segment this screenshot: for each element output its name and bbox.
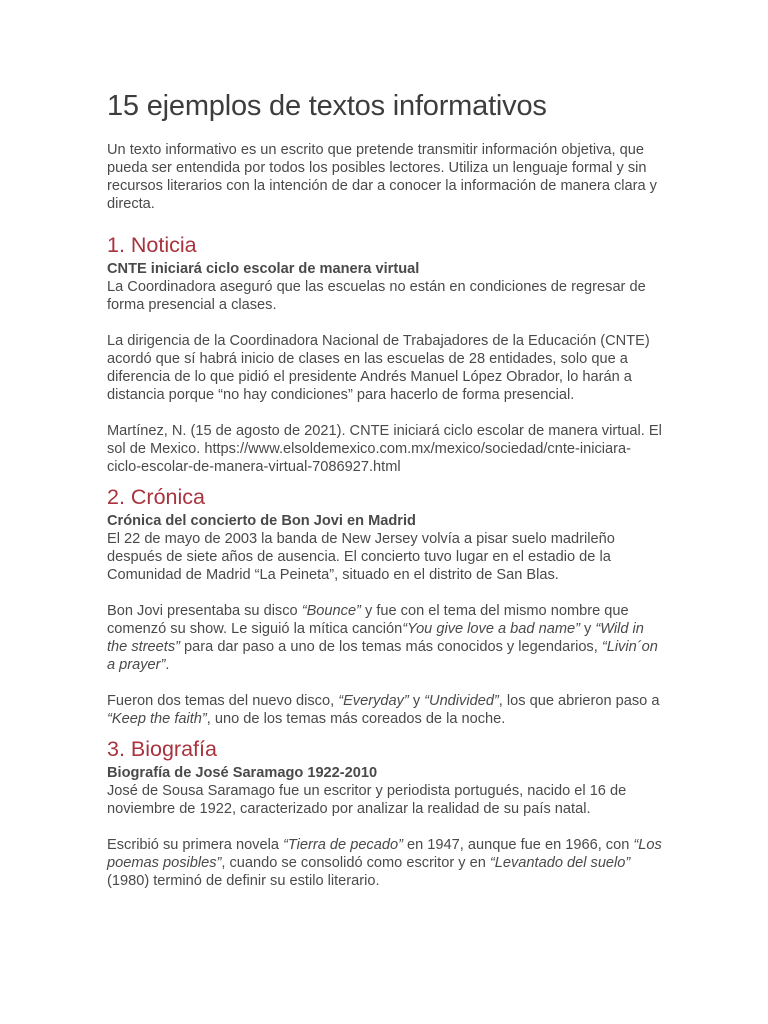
paragraph: José de Sousa Saramago fue un escritor y periodista portugués, nacido el 16 de noviembre de 1922, caracterizado por analizar la realidad de su país natal. [107, 783, 627, 817]
intro-paragraph: Un texto informativo es un escrito que pretende transmitir información objetiva, que pueda ser entendida por todos los posibles lectores. Utiliza un lenguaje formal y sin recursos literarios con la intención de dar a conocer la información de manera clara y directa. [107, 142, 657, 212]
song-title: “You give love a bad name” [402, 621, 580, 637]
section-biografia [107, 734, 663, 890]
section-cronica [107, 482, 663, 728]
song-title: “Everyday” [338, 693, 409, 709]
section-heading: 3. Biografía [107, 737, 217, 761]
text-run: y [579, 621, 596, 637]
song-title: “Bounce” [301, 603, 361, 619]
paragraph: La dirigencia de la Coordinadora Nacional de Trabajadores de la Educación (CNTE) acordó que sí habrá inicio de clases en las escuelas de 28 entidades, solo que a diferencia de lo que pidió el presidente Andrés Manuel López Obrador, lo harán a distancia porque “no hay condiciones” para hacerlo de forma presencial. [107, 333, 650, 403]
document-page [107, 88, 663, 890]
song-title: “Livin´on a prayer” [107, 639, 658, 673]
book-title: “Los poemas posibles” [107, 837, 662, 871]
book-title: “Tierra de pecado” [283, 837, 403, 853]
paragraph [107, 602, 663, 674]
text-run: , cuando se consolidó como escritor y en [221, 855, 490, 871]
citation-paragraph: Martínez, N. (15 de agosto de 2021). CNTE iniciará ciclo escolar de manera virtual. El sol de Mexico. https://www.elsoldemexico.com.mx/mexico/sociedad/cnte-iniciara-ciclo-escolar-de-manera-virtual-7086927.html [107, 423, 662, 475]
paragraph [107, 836, 663, 890]
text-run: Bon Jovi presentaba su disco [107, 603, 302, 619]
text-run: (1980) terminó de definir su estilo literario. [107, 873, 380, 889]
paragraph [107, 692, 663, 728]
text-run: . [165, 657, 170, 673]
text-run: para dar paso a uno de los temas más conocidos y legendarios, [180, 639, 602, 655]
text-run: , los que abrieron paso a [498, 693, 660, 709]
text-run: , uno de los temas más coreados de la noche. [206, 711, 506, 727]
paragraph: La Coordinadora aseguró que las escuelas no están en condiciones de regresar de forma presencial a clases. [107, 279, 646, 313]
song-title: “Undivided” [424, 693, 499, 709]
section-subheading: CNTE iniciará ciclo escolar de manera virtual [107, 261, 420, 277]
text-run: y fue con el tema del mismo nombre que comenzó su show. Le siguió la mítica canción [107, 603, 629, 637]
text-run: en 1947, aunque fue en 1966, con [402, 837, 634, 853]
paragraph: El 22 de mayo de 2003 la banda de New Jersey volvía a pisar suelo madrileño después de siete años de ausencia. El concierto tuvo lugar en el estadio de la Comunidad de Madrid “La Peineta”, situado en el distrito de San Blas. [107, 531, 615, 583]
section-noticia [107, 230, 663, 476]
section-subheading: Biografía de José Saramago 1922-2010 [107, 765, 378, 781]
section-subheading: Crónica del concierto de Bon Jovi en Madrid [107, 513, 416, 529]
text-run: Fueron dos temas del nuevo disco, [107, 693, 339, 709]
text-run: Escribió su primera novela [107, 837, 284, 853]
book-title: “Levantado del suelo” [489, 855, 631, 871]
section-heading: 2. Crónica [107, 485, 205, 509]
section-heading: 1. Noticia [107, 233, 197, 257]
song-title: “Wild in the streets” [107, 621, 644, 655]
page-title: 15 ejemplos de textos informativos [107, 90, 547, 122]
song-title: “Keep the faith” [107, 711, 207, 727]
text-run: y [408, 693, 425, 709]
